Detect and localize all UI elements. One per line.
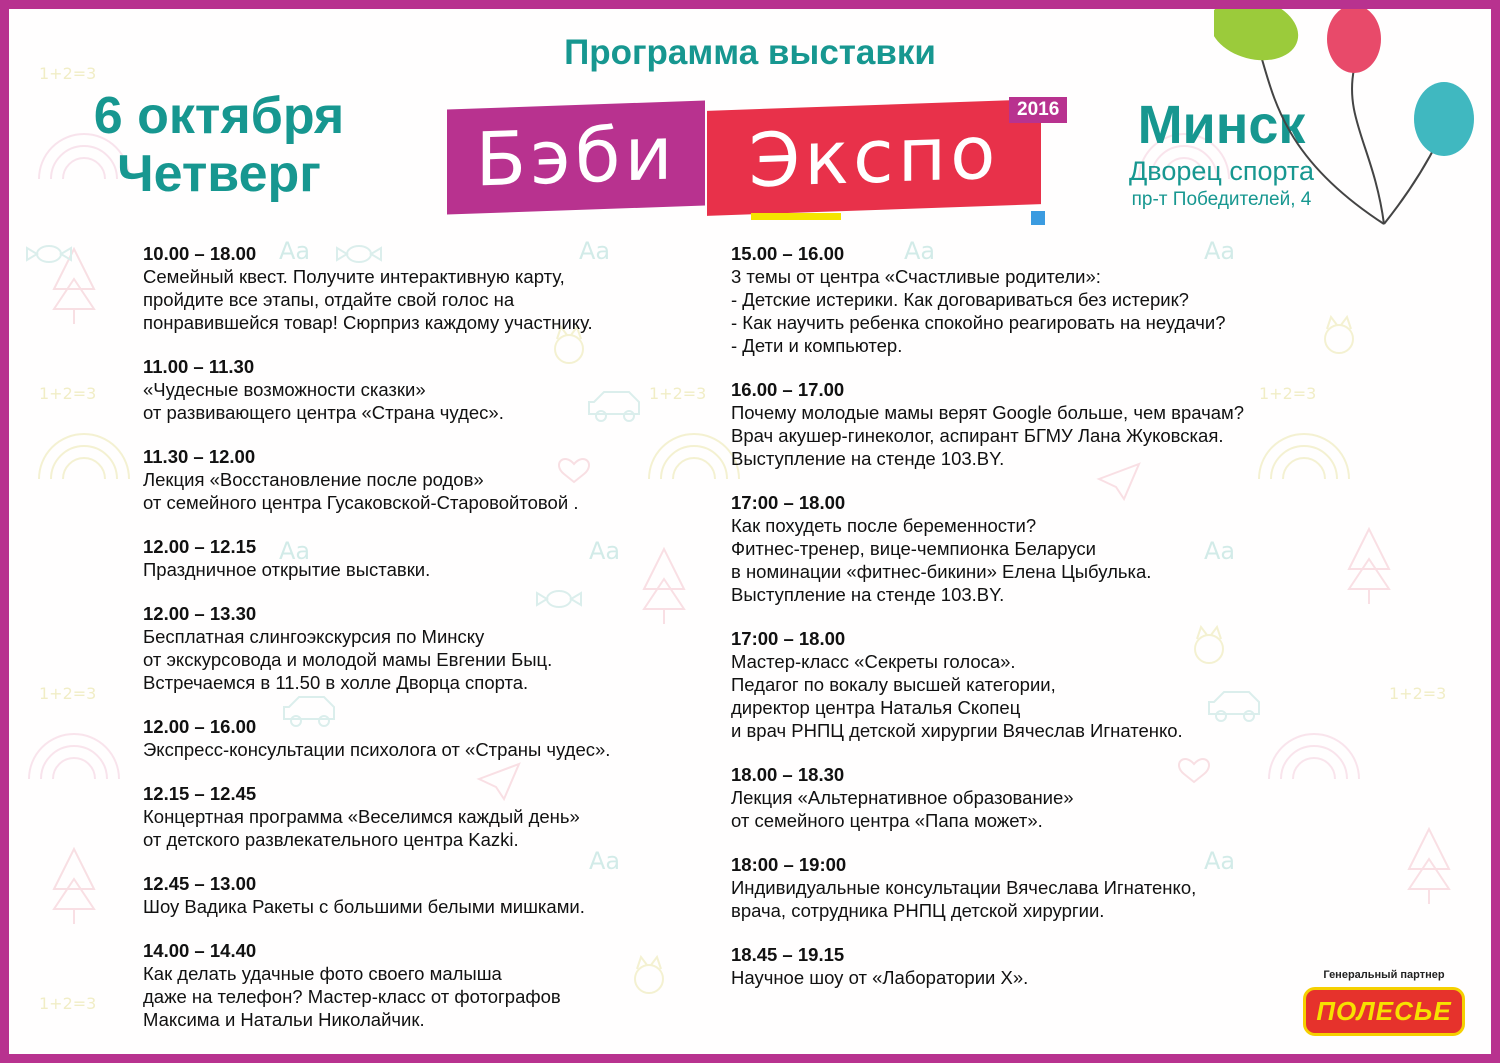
date-day: 6 октября [93, 87, 345, 145]
math-1-2-3-icon: 1+2=3 [39, 384, 97, 403]
schedule-time: 14.00 – 14.40 [143, 940, 257, 961]
logo-blue-square [1031, 211, 1045, 225]
schedule-left-column [143, 242, 703, 1052]
schedule-description-line: Бесплатная слингоэкскурсия по Минску [143, 626, 485, 647]
schedule-description-line: и врач РНПЦ детской хирургии Вячеслав Игнатенко. [731, 720, 1183, 741]
math-1-2-3-icon: 1+2=3 [39, 64, 97, 83]
date-weekday: Четверг [117, 145, 321, 203]
schedule-time: 18:00 – 19:00 [731, 854, 847, 875]
math-1-2-3-icon: 1+2=3 [1259, 384, 1317, 403]
event-date [74, 87, 364, 203]
schedule-description-line: - Как научить ребенка спокойно реагировать на неудачи? [731, 312, 1226, 333]
baby-expo-logo [439, 93, 1079, 233]
schedule-description-line: Экспресс-консультации психолога от «Страны чудес». [143, 739, 611, 760]
schedule-time: 12.15 – 12.45 [143, 783, 257, 804]
partner-caption: Генеральный партнер [1323, 969, 1445, 981]
schedule-time: 10.00 – 18.00 [143, 243, 257, 264]
letters-aa-icon: Aa [579, 237, 611, 265]
schedule-description-line: Лекция «Альтернативное образование» [731, 787, 1074, 808]
schedule-time: 17:00 – 18.00 [731, 492, 846, 513]
schedule-description-line: директор центра Наталья Скопец [731, 697, 1021, 718]
schedule-description-line: в номинации «фитнес-бикини» Елена Цыбулька. [731, 561, 1152, 582]
schedule-item [143, 715, 703, 761]
schedule-description-line: Врач акушер-гинеколог, аспирант БГМУ Лана Жуковская. [731, 425, 1224, 446]
schedule-item [731, 378, 1371, 470]
schedule-time: 17:00 – 18.00 [731, 628, 846, 649]
letters-aa-icon: Aa [279, 537, 311, 565]
schedule-description-line: Педагог по вокалу высшей категории, [731, 674, 1056, 695]
logo-word-expo: Экспо [707, 99, 1041, 216]
schedule-time: 18.00 – 18.30 [731, 764, 845, 785]
logo-word-baby: Бэби [447, 100, 705, 214]
tree-icon [54, 849, 94, 924]
schedule-item [143, 535, 703, 581]
schedule-time: 11.30 – 12.00 [143, 446, 256, 467]
letters-aa-icon: Aa [1204, 537, 1236, 565]
balloons-icon [1214, 9, 1491, 249]
schedule-description-line: от развивающего центра «Страна чудес». [143, 402, 504, 423]
schedule-time: 12.00 – 12.15 [143, 536, 257, 557]
schedule-item [143, 939, 703, 1031]
schedule-description-line: Шоу Вадика Ракеты с большими белыми мишками. [143, 896, 585, 917]
schedule-description-line: Встречаемся в 11.50 в холле Дворца спорта. [143, 672, 529, 693]
schedule-description-line: от семейного центра «Папа может». [731, 810, 1043, 831]
schedule-time: 12.45 – 13.00 [143, 873, 257, 894]
balloon-pink [1327, 9, 1381, 73]
schedule-item [731, 853, 1371, 922]
tree-icon [54, 249, 94, 324]
schedule-description-line: даже на телефон? Мастер-класс от фотографов [143, 986, 561, 1007]
schedule-item [143, 445, 703, 514]
balloon-green [1214, 9, 1305, 70]
schedule-description-line: Как похудеть после беременности? [731, 515, 1037, 536]
schedule-description-line: - Детские истерики. Как договариваться без истерик? [731, 289, 1189, 310]
schedule-item [731, 627, 1371, 742]
schedule-description-line: Выступление на стенде 103.BY. [731, 448, 1005, 469]
schedule-time: 11.00 – 11.30 [143, 356, 255, 377]
schedule-description-line: - Дети и компьютер. [731, 335, 903, 356]
schedule-description-line: Лекция «Восстановление после родов» [143, 469, 484, 490]
schedule-description-line: Концертная программа «Веселимся каждый день» [143, 806, 580, 827]
schedule-description-line: Индивидуальные консультации Вячеслава Игнатенко, [731, 877, 1197, 898]
partner-logo-polesie: ПОЛЕСЬЕ [1303, 987, 1464, 1036]
schedule-description-line: понравившейся товар! Сюрприз каждому участнику. [143, 312, 593, 333]
schedule-right-column [731, 242, 1371, 1010]
general-partner [1289, 969, 1479, 1036]
schedule-time: 15.00 – 16.00 [731, 243, 845, 264]
schedule-description-line: Почему молодые мамы верят Google больше, чем врачам? [731, 402, 1245, 423]
schedule-item [143, 872, 703, 918]
schedule-description-line: Семейный квест. Получите интерактивную карту, [143, 266, 565, 287]
tree-icon [1409, 829, 1449, 904]
letters-aa-icon: Aa [589, 847, 621, 875]
schedule-time: 16.00 – 17.00 [731, 379, 845, 400]
math-1-2-3-icon: 1+2=3 [649, 384, 707, 403]
schedule-description-line: врача, сотрудника РНПЦ детской хирургии. [731, 900, 1105, 921]
schedule-description-line: Праздничное открытие выставки. [143, 559, 431, 580]
venue-name: Дворец спорта [1129, 156, 1314, 186]
schedule-description-line: Научное шоу от «Лаборатории Х». [731, 967, 1029, 988]
schedule-description-line: 3 темы от центра «Счастливые родители»: [731, 266, 1101, 287]
schedule-time: 12.00 – 16.00 [143, 716, 257, 737]
letters-aa-icon: Aa [279, 237, 311, 265]
schedule-description-line: пройдите все этапы, отдайте свой голос на [143, 289, 515, 310]
schedule-description-line: Фитнес-тренер, вице-чемпионка Беларуси [731, 538, 1096, 559]
schedule-item [143, 602, 703, 694]
schedule-description-line: Максима и Натальи Николайчик. [143, 1009, 425, 1030]
schedule-item [731, 491, 1371, 606]
letters-aa-icon: Aa [1204, 847, 1236, 875]
logo-yellow-stripe [751, 213, 841, 220]
math-1-2-3-icon: 1+2=3 [39, 994, 97, 1013]
city-name: Минск [1137, 95, 1306, 155]
schedule-item [731, 242, 1371, 357]
balloon-teal [1414, 82, 1474, 156]
schedule-item [731, 943, 1371, 989]
schedule-description-line: «Чудесные возможности сказки» [143, 379, 426, 400]
schedule-description-line: от детского развлекательного центра Kazki. [143, 829, 519, 850]
candy-icon [27, 246, 71, 262]
schedule-description-line: Мастер-класс «Секреты голоса». [731, 651, 1016, 672]
rainbow-icon [39, 434, 129, 479]
schedule-description-line: от семейного центра Гусаковской-Старовойтовой . [143, 492, 579, 513]
rainbow-icon [29, 734, 119, 779]
schedule-item [143, 782, 703, 851]
program-title: Программа выставки [564, 33, 936, 72]
math-1-2-3-icon: 1+2=3 [39, 684, 97, 703]
schedule-description-line: Выступление на стенде 103.BY. [731, 584, 1005, 605]
letters-aa-icon: Aa [1204, 237, 1236, 265]
logo-year-badge: 2016 [1009, 97, 1067, 123]
letters-aa-icon: Aa [589, 537, 621, 565]
schedule-description-line: Как делать удачные фото своего малыша [143, 963, 502, 984]
math-1-2-3-icon: 1+2=3 [1389, 684, 1447, 703]
venue-address: пр-т Победителей, 4 [1131, 189, 1312, 210]
schedule-item [143, 242, 703, 334]
schedule-item [731, 763, 1371, 832]
schedule-description-line: от экскурсовода и молодой мамы Евгении Быц. [143, 649, 553, 670]
schedule-time: 18.45 – 19.15 [731, 944, 845, 965]
letters-aa-icon: Aa [904, 237, 936, 265]
schedule-item [143, 355, 703, 424]
schedule-time: 12.00 – 13.30 [143, 603, 257, 624]
